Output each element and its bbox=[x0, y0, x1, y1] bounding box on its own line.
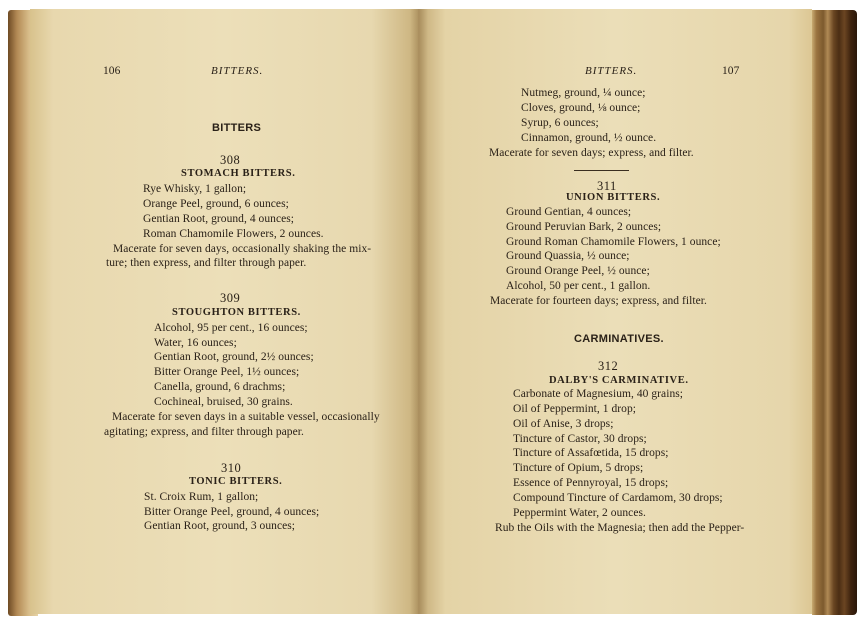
ingredient-line: Gentian Root, ground, 2½ ounces; bbox=[154, 351, 314, 363]
ingredient-line: Ground Gentian, 4 ounces; bbox=[506, 206, 632, 218]
ingredient-line: Rye Whisky, 1 gallon; bbox=[143, 183, 247, 195]
right-running-head: BITTERS. bbox=[585, 65, 638, 77]
directions-line: Macerate for seven days in a suitable vessel, occasionally bbox=[112, 411, 380, 423]
directions-line: Rub the Oils with the Magnesia; then add the Pepper- bbox=[495, 522, 745, 534]
ingredient-line: Water, 16 ounces; bbox=[154, 337, 237, 349]
ingredient-line: Peppermint Water, 2 ounces. bbox=[513, 507, 646, 519]
ingredient-line: Canella, ground, 6 drachms; bbox=[154, 381, 286, 393]
ingredient-line: Roman Chamomile Flowers, 2 ounces. bbox=[143, 228, 324, 240]
recipe-name-308: STOMACH BITTERS. bbox=[181, 168, 296, 179]
recipe-name-311: UNION BITTERS. bbox=[566, 192, 661, 203]
left-page-number: 106 bbox=[103, 65, 121, 77]
ingredient-line: Bitter Orange Peel, ground, 4 ounces; bbox=[144, 506, 320, 518]
section-rule bbox=[574, 170, 629, 171]
recipe-name-309: STOUGHTON BITTERS. bbox=[172, 307, 301, 318]
ingredient-line: Carbonate of Magnesium, 40 grains; bbox=[513, 388, 684, 400]
ingredient-line: Oil of Anise, 3 drops; bbox=[513, 418, 614, 430]
ingredient-line: Gentian Root, ground, 4 ounces; bbox=[143, 213, 295, 225]
ingredient-line: Essence of Pennyroyal, 15 drops; bbox=[513, 477, 669, 489]
recipe-name-312: DALBY'S CARMINATIVE. bbox=[549, 375, 689, 386]
directions-line: Macerate for fourteen days; express, and filter. bbox=[490, 295, 707, 307]
ingredient-line: Cinnamon, ground, ½ ounce. bbox=[521, 132, 657, 144]
ingredient-line: Bitter Orange Peel, 1½ ounces; bbox=[154, 366, 300, 378]
right-page-block-edge bbox=[812, 10, 857, 615]
recipe-number-309: 309 bbox=[220, 291, 241, 305]
book-gutter bbox=[410, 9, 428, 614]
ingredient-line: Orange Peel, ground, 6 ounces; bbox=[143, 198, 289, 210]
right-section-title: CARMINATIVES. bbox=[574, 333, 664, 345]
recipe-number-310: 310 bbox=[221, 461, 242, 475]
ingredient-line: Alcohol, 50 per cent., 1 gallon. bbox=[506, 280, 651, 292]
ingredient-line: Tincture of Castor, 30 drops; bbox=[513, 433, 647, 445]
recipe-number-308: 308 bbox=[220, 153, 241, 167]
ingredient-line: St. Croix Rum, 1 gallon; bbox=[144, 491, 259, 503]
left-running-head: BITTERS. bbox=[211, 65, 264, 77]
ingredient-line: Ground Peruvian Bark, 2 ounces; bbox=[506, 221, 662, 233]
recipe-number-311: 311 bbox=[597, 179, 617, 193]
directions-line: agitating; express, and filter through paper. bbox=[104, 426, 304, 438]
ingredient-line: Cloves, ground, ⅛ ounce; bbox=[521, 102, 641, 114]
ingredient-line: Ground Quassia, ½ ounce; bbox=[506, 250, 630, 262]
ingredient-line: Oil of Peppermint, 1 drop; bbox=[513, 403, 636, 415]
left-section-title: BITTERS bbox=[212, 122, 262, 134]
ingredient-line: Cochineal, bruised, 30 grains. bbox=[154, 396, 293, 408]
directions-line: Macerate for seven days; express, and filter. bbox=[489, 147, 694, 159]
right-page-number: 107 bbox=[722, 65, 740, 77]
ingredient-line: Tincture of Opium, 5 drops; bbox=[513, 462, 644, 474]
ingredient-line: Ground Roman Chamomile Flowers, 1 ounce; bbox=[506, 236, 721, 248]
ingredient-line: Nutmeg, ground, ¼ ounce; bbox=[521, 87, 646, 99]
directions-line: ture; then express, and filter through paper. bbox=[106, 257, 307, 269]
ingredient-line: Alcohol, 95 per cent., 16 ounces; bbox=[154, 322, 308, 334]
directions-line: Macerate for seven days, occasionally shaking the mix- bbox=[113, 243, 372, 255]
ingredient-line: Syrup, 6 ounces; bbox=[521, 117, 599, 129]
ingredient-line: Gentian Root, ground, 3 ounces; bbox=[144, 520, 296, 532]
ingredient-line: Ground Orange Peel, ½ ounce; bbox=[506, 265, 650, 277]
recipe-number-312: 312 bbox=[598, 359, 619, 373]
recipe-name-310: TONIC BITTERS. bbox=[189, 476, 283, 487]
ingredient-line: Tincture of Assafœtida, 15 drops; bbox=[513, 447, 669, 459]
ingredient-line: Compound Tincture of Cardamom, 30 drops; bbox=[513, 492, 723, 504]
